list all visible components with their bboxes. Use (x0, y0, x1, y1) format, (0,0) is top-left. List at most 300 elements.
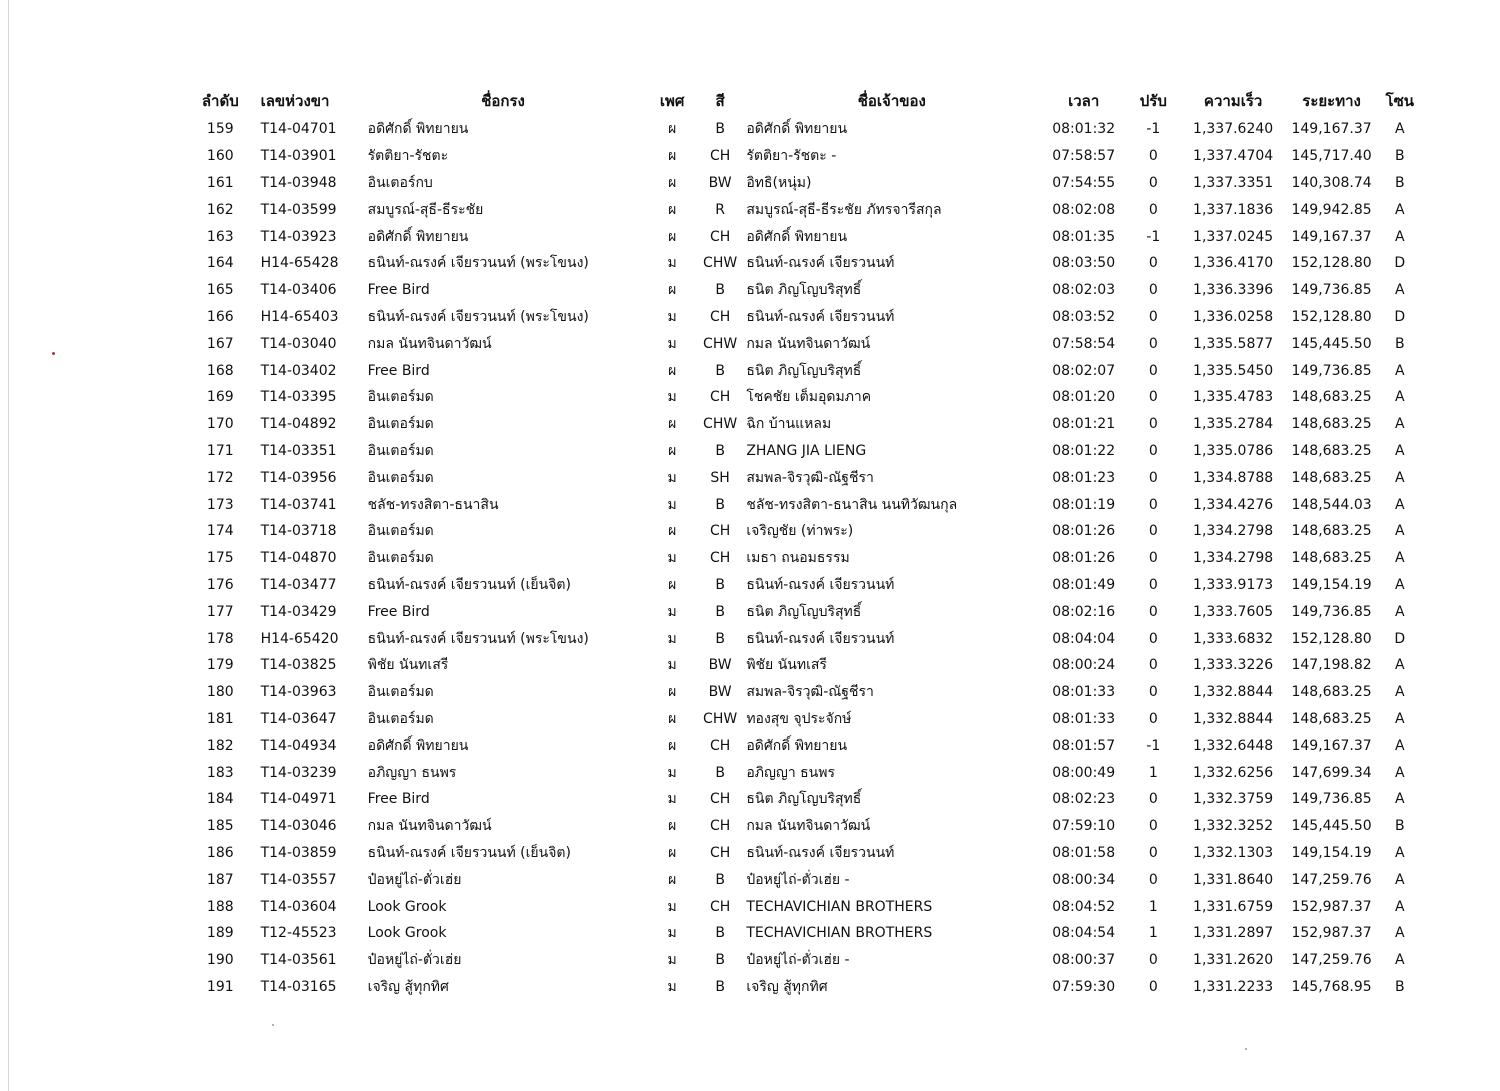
cell-zone: A (1394, 523, 1405, 540)
cell-loft: ธนินท์-ณรงค์ เจียรวนนท์ (พระโขนง) (367, 255, 589, 272)
cell-loft: Free Bird (367, 603, 430, 620)
cell-loft: อินเตอร์กบ (367, 174, 433, 191)
cell-speed: 1,333.3226 (1193, 657, 1274, 674)
cell-distance: 149,736.85 (1291, 282, 1372, 299)
cell-zone: A (1394, 576, 1405, 593)
header-time: เวลา (1068, 92, 1100, 110)
cell-zone: B (1394, 148, 1405, 165)
cell-speed: 1,332.6448 (1193, 737, 1274, 754)
cell-ring: T14-04701 (260, 121, 337, 138)
cell-speed: 1,332.3759 (1193, 791, 1274, 808)
cell-owner: อดิศักดิ์ พิทยายน (746, 121, 848, 138)
cell-ring: H14-65428 (260, 255, 339, 272)
cell-time: 07:59:30 (1052, 978, 1116, 995)
cell-adjust: 1 (1148, 925, 1158, 942)
cell-loft: Look Grook (367, 925, 447, 942)
cell-ring: T14-03741 (260, 496, 337, 513)
cell-distance: 148,683.25 (1291, 469, 1372, 486)
cell-rank: 162 (206, 201, 234, 218)
cell-rank: 167 (206, 335, 234, 352)
cell-color: CH (709, 389, 731, 406)
cell-rank: 172 (206, 469, 234, 486)
cell-loft: เจริญ สู้ทุกทิศ (367, 978, 449, 995)
cell-ring: T14-03557 (260, 871, 337, 888)
cell-zone: A (1394, 496, 1405, 513)
cell-rank: 169 (206, 389, 234, 406)
cell-adjust: 0 (1148, 684, 1158, 701)
cell-zone: A (1394, 657, 1405, 674)
header-distance: ระยะทาง (1302, 92, 1361, 110)
cell-rank: 181 (206, 710, 234, 727)
cell-loft: ป๋อหยู่ไถ่-ตั่วเฮ่ย (367, 952, 462, 969)
cell-rank: 165 (206, 282, 234, 299)
cell-owner: ZHANG JIA LIENG (746, 442, 867, 459)
cell-rank: 159 (206, 121, 234, 138)
cell-speed: 1,335.2784 (1193, 416, 1274, 433)
cell-rank: 191 (206, 978, 234, 995)
cell-color: CH (709, 818, 731, 835)
cell-rank: 171 (206, 442, 234, 459)
cell-loft: กมล นันทจินดาวัฒน์ (367, 335, 492, 352)
cell-time: 08:01:26 (1052, 523, 1116, 540)
cell-color: BW (708, 657, 732, 674)
cell-speed: 1,336.0258 (1193, 308, 1274, 325)
table-row (190, 625, 1420, 652)
table-row (190, 572, 1420, 599)
cell-adjust: 0 (1148, 576, 1158, 593)
cell-speed: 1,335.0786 (1193, 442, 1274, 459)
cell-sex: ผ (668, 121, 677, 138)
cell-distance: 152,128.80 (1291, 630, 1372, 647)
cell-sex: ผ (668, 362, 677, 379)
cell-owner: กมล นันทจินดาวัฒน์ (746, 818, 871, 835)
cell-owner: ธนิต ภิญโญบริสุทธิ์ (746, 282, 862, 299)
cell-sex: ผ (668, 282, 677, 299)
cell-owner: ธนินท์-ณรงค์ เจียรวนนท์ (746, 308, 895, 325)
cell-zone: A (1394, 952, 1405, 969)
table-row (190, 545, 1420, 572)
cell-ring: H14-65420 (260, 630, 339, 647)
cell-ring: T14-04971 (260, 791, 337, 808)
table-row (190, 223, 1420, 250)
cell-time: 07:58:57 (1052, 148, 1116, 165)
cell-ring: T14-03165 (260, 978, 337, 995)
table-row (190, 732, 1420, 759)
table-row (190, 143, 1420, 170)
cell-rank: 190 (206, 952, 234, 969)
cell-sex: ม (667, 952, 677, 969)
cell-time: 07:59:10 (1052, 818, 1116, 835)
cell-speed: 1,336.4170 (1193, 255, 1274, 272)
cell-rank: 182 (206, 737, 234, 754)
header-ring: เลขห่วงขา (260, 92, 330, 110)
scan-speck (1245, 1048, 1247, 1050)
cell-sex: ผ (668, 710, 677, 727)
cell-time: 08:01:21 (1052, 416, 1116, 433)
cell-sex: ม (667, 898, 677, 915)
cell-owner: ชลัช-ทรงสิตา-ธนาสิน นนทิวัฒนกุล (746, 496, 958, 513)
cell-distance: 149,736.85 (1291, 603, 1372, 620)
cell-loft: อินเตอร์มด (367, 550, 434, 567)
cell-rank: 177 (206, 603, 234, 620)
cell-speed: 1,335.5877 (1193, 335, 1274, 352)
cell-time: 08:01:20 (1052, 389, 1116, 406)
cell-color: CH (709, 737, 731, 754)
table-row (190, 518, 1420, 545)
cell-speed: 1,331.6759 (1193, 898, 1274, 915)
cell-zone: A (1394, 416, 1405, 433)
cell-owner: ป๋อหยู่ไถ่-ตั่วเฮ่ย - (746, 871, 850, 888)
table-row (190, 384, 1420, 411)
cell-sex: ม (667, 925, 677, 942)
cell-zone: A (1394, 871, 1405, 888)
cell-time: 08:01:35 (1052, 228, 1116, 245)
cell-distance: 149,167.37 (1291, 228, 1372, 245)
cell-color: CHW (703, 335, 738, 352)
cell-owner: TECHAVICHIAN BROTHERS (746, 898, 933, 915)
header-loft: ชื่อกรง (481, 92, 525, 110)
cell-time: 08:01:33 (1052, 684, 1116, 701)
cell-owner: เจริญชัย (ท่าพระ) (746, 523, 854, 540)
cell-rank: 161 (206, 174, 234, 191)
cell-time: 08:03:52 (1052, 308, 1116, 325)
cell-adjust: 0 (1148, 630, 1158, 647)
cell-time: 08:02:16 (1052, 603, 1116, 620)
cell-adjust: 0 (1148, 148, 1158, 165)
cell-adjust: 1 (1148, 764, 1158, 781)
cell-adjust: 0 (1148, 871, 1158, 888)
cell-distance: 148,683.25 (1291, 710, 1372, 727)
cell-adjust: 0 (1148, 362, 1158, 379)
table-row (190, 250, 1420, 277)
cell-time: 08:01:26 (1052, 550, 1116, 567)
cell-loft: อินเตอร์มด (367, 416, 434, 433)
cell-zone: B (1394, 174, 1405, 191)
cell-owner: สมบูรณ์-สุธี-ธีระชัย ภัทรจารีสกุล (746, 201, 942, 218)
table-body (190, 116, 1420, 1000)
cell-owner: ทองสุข จุประจักษ์ (746, 710, 852, 727)
cell-adjust: 0 (1148, 442, 1158, 459)
cell-color: B (715, 978, 725, 995)
cell-time: 08:01:49 (1052, 576, 1116, 593)
cell-color: CHW (703, 710, 738, 727)
table-row (190, 598, 1420, 625)
cell-rank: 183 (206, 764, 234, 781)
cell-loft: พิชัย นันทเสรี (367, 657, 449, 674)
cell-distance: 140,308.74 (1291, 174, 1372, 191)
cell-ring: T14-03901 (260, 148, 337, 165)
cell-adjust: 0 (1148, 952, 1158, 969)
cell-speed: 1,333.9173 (1193, 576, 1274, 593)
cell-distance: 148,683.25 (1291, 523, 1372, 540)
cell-distance: 148,683.25 (1291, 416, 1372, 433)
cell-time: 08:00:37 (1052, 952, 1116, 969)
cell-zone: A (1394, 710, 1405, 727)
cell-adjust: 0 (1148, 389, 1158, 406)
cell-time: 08:02:03 (1052, 282, 1116, 299)
cell-distance: 147,198.82 (1291, 657, 1372, 674)
cell-rank: 173 (206, 496, 234, 513)
cell-loft: อินเตอร์มด (367, 389, 434, 406)
cell-distance: 149,736.85 (1291, 791, 1372, 808)
cell-adjust: 0 (1148, 550, 1158, 567)
table-row (190, 652, 1420, 679)
cell-color: B (715, 442, 725, 459)
table-row (190, 170, 1420, 197)
cell-owner: ธนินท์-ณรงค์ เจียรวนนท์ (746, 576, 895, 593)
cell-distance: 149,154.19 (1291, 576, 1372, 593)
cell-color: CH (709, 148, 731, 165)
cell-color: CH (709, 898, 731, 915)
cell-distance: 149,736.85 (1291, 362, 1372, 379)
table-row (190, 411, 1420, 438)
cell-color: B (715, 952, 725, 969)
cell-color: CH (709, 523, 731, 540)
cell-sex: ม (667, 550, 677, 567)
table-row (190, 813, 1420, 840)
cell-time: 08:01:33 (1052, 710, 1116, 727)
scan-speck (272, 1024, 274, 1026)
cell-sex: ม (667, 764, 677, 781)
cell-sex: ผ (668, 201, 677, 218)
cell-adjust: 0 (1148, 818, 1158, 835)
cell-color: CHW (703, 416, 738, 433)
cell-distance: 149,942.85 (1291, 201, 1372, 218)
cell-ring: T12-45523 (260, 925, 337, 942)
cell-rank: 170 (206, 416, 234, 433)
cell-distance: 149,154.19 (1291, 844, 1372, 861)
cell-distance: 152,987.37 (1291, 898, 1372, 915)
header-zone: โซน (1385, 92, 1415, 110)
cell-speed: 1,334.8788 (1193, 469, 1274, 486)
cell-loft: อภิญญา ธนพร (367, 764, 457, 781)
cell-adjust: -1 (1146, 737, 1161, 754)
cell-ring: T14-03825 (260, 657, 337, 674)
cell-ring: T14-03429 (260, 603, 337, 620)
cell-zone: A (1394, 898, 1405, 915)
cell-speed: 1,335.4783 (1193, 389, 1274, 406)
cell-time: 07:54:55 (1052, 174, 1116, 191)
cell-sex: ผ (668, 844, 677, 861)
cell-color: SH (710, 469, 730, 486)
cell-speed: 1,332.8844 (1193, 710, 1274, 727)
cell-ring: T14-03599 (260, 201, 337, 218)
cell-zone: A (1394, 550, 1405, 567)
cell-ring: T14-03647 (260, 710, 337, 727)
cell-ring: T14-03561 (260, 952, 337, 969)
cell-owner: ป๋อหยู่ไถ่-ตั่วเฮ่ย - (746, 952, 850, 969)
header-adjust: ปรับ (1139, 92, 1167, 110)
cell-sex: ผ (668, 523, 677, 540)
cell-speed: 1,335.5450 (1193, 362, 1274, 379)
cell-time: 08:01:23 (1052, 469, 1116, 486)
header-sex: เพศ (659, 92, 685, 110)
cell-loft: ธนินท์-ณรงค์ เจียรวนนท์ (เย็นจิต) (367, 844, 571, 861)
cell-zone: B (1394, 978, 1405, 995)
cell-ring: T14-03718 (260, 523, 337, 540)
cell-color: B (715, 630, 725, 647)
cell-ring: T14-03477 (260, 576, 337, 593)
table-row (190, 840, 1420, 867)
cell-loft: ธนินท์-ณรงค์ เจียรวนนท์ (พระโขนง) (367, 308, 589, 325)
cell-zone: A (1394, 844, 1405, 861)
cell-adjust: 0 (1148, 496, 1158, 513)
cell-loft: อินเตอร์มด (367, 710, 434, 727)
cell-rank: 185 (206, 818, 234, 835)
cell-owner: อดิศักดิ์ พิทยายน (746, 737, 848, 754)
cell-zone: A (1394, 684, 1405, 701)
cell-loft: Free Bird (367, 282, 430, 299)
cell-rank: 178 (206, 630, 234, 647)
cell-sex: ม (667, 335, 677, 352)
cell-zone: A (1394, 469, 1405, 486)
table-row (190, 974, 1420, 1001)
cell-loft: อดิศักดิ์ พิทยายน (367, 737, 469, 754)
cell-adjust: 0 (1148, 603, 1158, 620)
cell-distance: 147,699.34 (1291, 764, 1372, 781)
cell-sex: ผ (668, 416, 677, 433)
cell-sex: ผ (668, 148, 677, 165)
cell-ring: T14-03351 (260, 442, 337, 459)
cell-color: CH (709, 844, 731, 861)
cell-sex: ม (667, 978, 677, 995)
cell-color: CHW (703, 255, 738, 272)
cell-loft: Look Grook (367, 898, 447, 915)
cell-rank: 175 (206, 550, 234, 567)
table-row (190, 759, 1420, 786)
cell-owner: สมพล-จิรวุฒิ-ณัฐชีรา (746, 469, 874, 486)
cell-sex: ม (667, 603, 677, 620)
cell-time: 07:58:54 (1052, 335, 1116, 352)
cell-adjust: 0 (1148, 657, 1158, 674)
cell-speed: 1,334.2798 (1193, 550, 1274, 567)
cell-speed: 1,331.8640 (1193, 871, 1274, 888)
cell-ring: T14-03406 (260, 282, 337, 299)
cell-zone: D (1394, 308, 1406, 325)
cell-distance: 145,717.40 (1291, 148, 1372, 165)
cell-rank: 186 (206, 844, 234, 861)
cell-sex: ผ (668, 174, 677, 191)
cell-color: B (715, 871, 725, 888)
cell-owner: เมธา ถนอมธรรม (746, 550, 850, 567)
table-row (190, 438, 1420, 465)
table-row (190, 920, 1420, 947)
cell-loft: รัตติยา-รัชตะ (367, 148, 449, 165)
cell-adjust: -1 (1146, 228, 1161, 245)
cell-loft: Free Bird (367, 791, 430, 808)
cell-loft: อินเตอร์มด (367, 684, 434, 701)
cell-loft: สมบูรณ์-สุธี-ธีระชัย (367, 201, 484, 218)
cell-owner: โชคชัย เต็มอุดมภาค (746, 389, 872, 406)
cell-loft: อินเตอร์มด (367, 469, 434, 486)
table-row (190, 893, 1420, 920)
cell-owner: เจริญ สู้ทุกทิศ (746, 978, 828, 995)
cell-adjust: 0 (1148, 335, 1158, 352)
cell-time: 08:02:23 (1052, 791, 1116, 808)
cell-zone: A (1394, 282, 1405, 299)
cell-owner: TECHAVICHIAN BROTHERS (746, 925, 933, 942)
cell-distance: 148,544.03 (1291, 496, 1372, 513)
cell-rank: 163 (206, 228, 234, 245)
cell-owner: ธนินท์-ณรงค์ เจียรวนนท์ (746, 630, 895, 647)
cell-color: B (715, 576, 725, 593)
cell-ring: T14-04934 (260, 737, 337, 754)
cell-color: BW (708, 684, 732, 701)
cell-zone: A (1394, 121, 1405, 138)
cell-speed: 1,336.3396 (1193, 282, 1274, 299)
cell-rank: 168 (206, 362, 234, 379)
header-color: สี (715, 92, 725, 110)
table-row (190, 357, 1420, 384)
cell-time: 08:01:57 (1052, 737, 1116, 754)
cell-color: CH (709, 791, 731, 808)
cell-adjust: 0 (1148, 791, 1158, 808)
cell-sex: ม (667, 630, 677, 647)
cell-ring: T14-03402 (260, 362, 337, 379)
header-rank: ลำดับ (201, 92, 239, 110)
header-owner: ชื่อเจ้าของ (857, 92, 926, 110)
cell-speed: 1,337.3351 (1193, 174, 1274, 191)
table-row (190, 277, 1420, 304)
cell-sex: ผ (668, 737, 677, 754)
cell-ring: T14-03046 (260, 818, 337, 835)
table-row (190, 786, 1420, 813)
scan-speck (52, 352, 55, 355)
cell-rank: 184 (206, 791, 234, 808)
cell-rank: 179 (206, 657, 234, 674)
cell-speed: 1,337.6240 (1193, 121, 1274, 138)
table-row (190, 196, 1420, 223)
cell-owner: อดิศักดิ์ พิทยายน (746, 228, 848, 245)
cell-zone: A (1394, 603, 1405, 620)
cell-ring: T14-04892 (260, 416, 337, 433)
table-row (190, 491, 1420, 518)
cell-time: 08:00:49 (1052, 764, 1116, 781)
cell-adjust: 0 (1148, 174, 1158, 191)
cell-time: 08:00:34 (1052, 871, 1116, 888)
cell-time: 08:01:19 (1052, 496, 1116, 513)
cell-sex: ม (667, 469, 677, 486)
cell-zone: A (1394, 228, 1405, 245)
page-edge-line (8, 0, 9, 1091)
cell-sex: ม (667, 657, 677, 674)
cell-adjust: 0 (1148, 282, 1158, 299)
table-row (190, 947, 1420, 974)
cell-rank: 174 (206, 523, 234, 540)
cell-sex: ผ (668, 442, 677, 459)
cell-sex: ผ (668, 576, 677, 593)
cell-loft: ธนินท์-ณรงค์ เจียรวนนท์ (เย็นจิต) (367, 576, 571, 593)
cell-adjust: 0 (1148, 710, 1158, 727)
cell-speed: 1,337.4704 (1193, 148, 1274, 165)
cell-sex: ผ (668, 818, 677, 835)
table-row (190, 304, 1420, 331)
cell-color: CH (709, 550, 731, 567)
cell-time: 08:04:52 (1052, 898, 1116, 915)
cell-adjust: 0 (1148, 978, 1158, 995)
cell-owner: อิทธิ(หนุ่ม) (746, 174, 812, 191)
cell-zone: A (1394, 925, 1405, 942)
cell-speed: 1,334.2798 (1193, 523, 1274, 540)
table-row (190, 464, 1420, 491)
cell-owner: ธนินท์-ณรงค์ เจียรวนนท์ (746, 844, 895, 861)
cell-distance: 145,445.50 (1291, 818, 1372, 835)
cell-sex: ม (667, 389, 677, 406)
cell-ring: T14-03956 (260, 469, 337, 486)
cell-ring: T14-03923 (260, 228, 337, 245)
cell-sex: ม (667, 308, 677, 325)
cell-owner: ธนินท์-ณรงค์ เจียรวนนท์ (746, 255, 895, 272)
